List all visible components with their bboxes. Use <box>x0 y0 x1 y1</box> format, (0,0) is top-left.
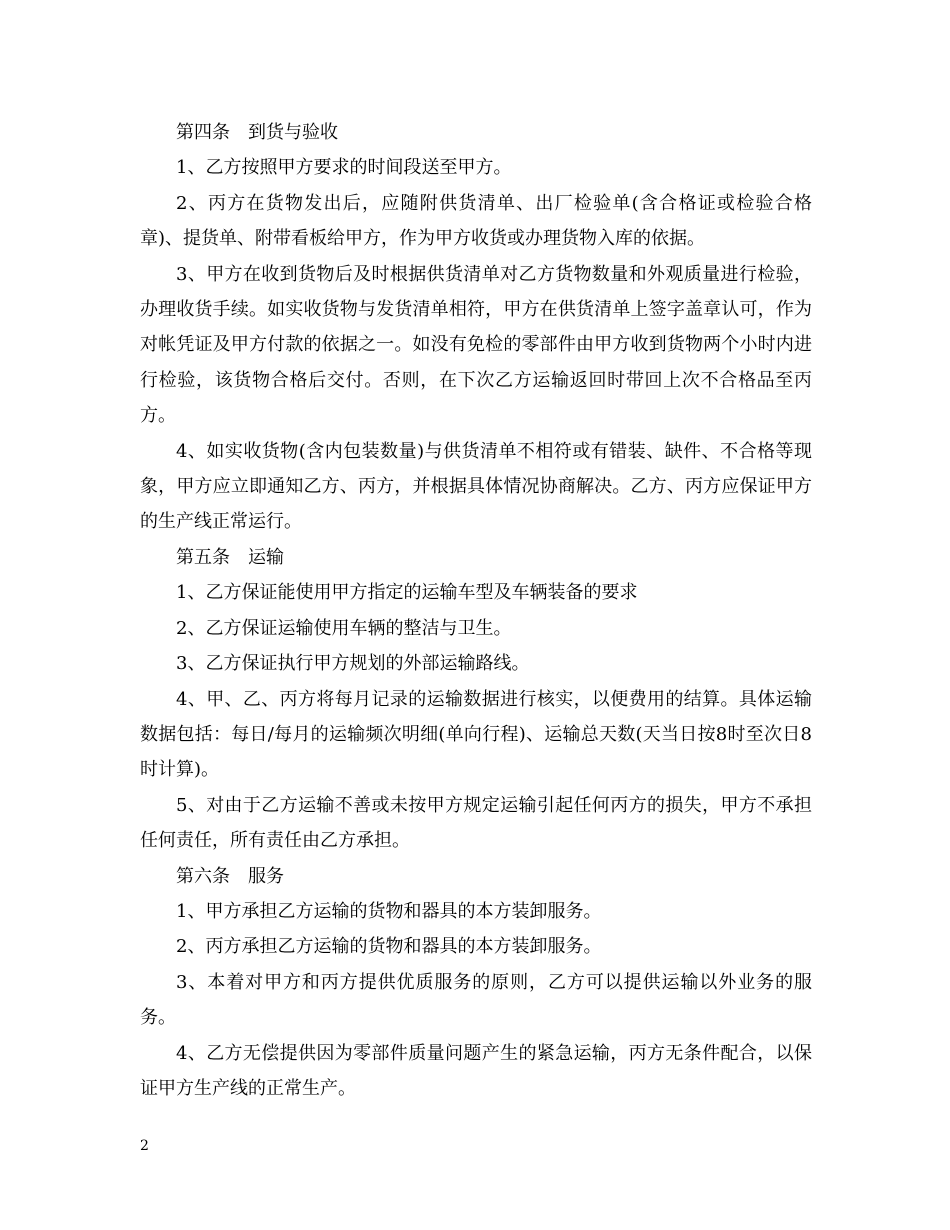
document-body <box>140 115 812 1106</box>
clause-paragraph: 5、对由于乙方运输不善或未按甲方规定运输引起任何丙方的损失，甲方不承担任何责任，所有责任由乙方承担。 <box>140 794 812 852</box>
clause-paragraph: 3、乙方保证执行甲方规划的外部运输路线。 <box>176 653 530 675</box>
article-heading-5 <box>140 540 812 575</box>
clause-paragraph: 4、甲、乙、丙方将每月记录的运输数据进行核实，以便费用的结算。具体运输数据包括：每日/每月的运输频次明细(单向行程)、运输总天数(天当日按8时至次日8时计算)。 <box>140 688 812 781</box>
article-title: 服务 <box>248 865 284 887</box>
article-number: 第四条 <box>176 122 230 143</box>
clause-paragraph: 4、乙方无偿提供因为零部件质量问题产生的紧急运输，丙方无条件配合，以保证甲方生产线的正常生产。 <box>140 1042 812 1099</box>
page-number: 2 <box>140 1138 149 1154</box>
clause-paragraph: 2、乙方保证运输使用车辆的整洁与卫生。 <box>176 617 512 639</box>
article-number: 第六条 <box>176 865 230 887</box>
article-heading-6 <box>140 859 812 894</box>
clause-paragraph: 2、丙方在货物发出后，应随附供货清单、出厂检验单(含合格证或检验合格章)、提货单、附带看板给甲方，作为甲方收货或办理货物入库的依据。 <box>140 192 812 250</box>
article-number: 第五条 <box>176 546 230 568</box>
article-title: 运输 <box>248 546 284 568</box>
article-title: 到货与验收 <box>248 122 338 143</box>
clause-paragraph: 2、丙方承担乙方运输的货物和器具的本方装卸服务。 <box>176 936 602 958</box>
article-heading-4 <box>140 115 812 150</box>
clause-paragraph: 3、本着对甲方和丙方提供优质服务的原则，乙方可以提供运输以外业务的服务。 <box>140 971 812 1029</box>
clause-paragraph: 3、甲方在收到货物后及时根据供货清单对乙方货物数量和外观质量进行检验，办理收货手续。如实收货物与发货清单相符，甲方在供货清单上签字盖章认可，作为对帐凭证及甲方付款的依据之一。如没有免检的零部件由甲方收到货物两个小时内进行检验，该货物合格后交付。否则，在下次乙方运输返回时带回上次不合格品至丙方。 <box>140 263 812 427</box>
clause-paragraph: 1、甲方承担乙方运输的货物和器具的本方装卸服务。 <box>176 900 602 922</box>
clause-paragraph: 4、如实收货物(含内包装数量)与供货清单不相符或有错装、缺件、不合格等现象，甲方应立即通知乙方、丙方，并根据具体情况协商解决。乙方、丙方应保证甲方的生产线正常运行。 <box>140 440 812 533</box>
clause-paragraph: 1、乙方保证能使用甲方指定的运输车型及车辆装备的要求 <box>176 582 638 604</box>
clause-paragraph: 1、乙方按照甲方要求的时间段送至甲方。 <box>176 157 512 179</box>
